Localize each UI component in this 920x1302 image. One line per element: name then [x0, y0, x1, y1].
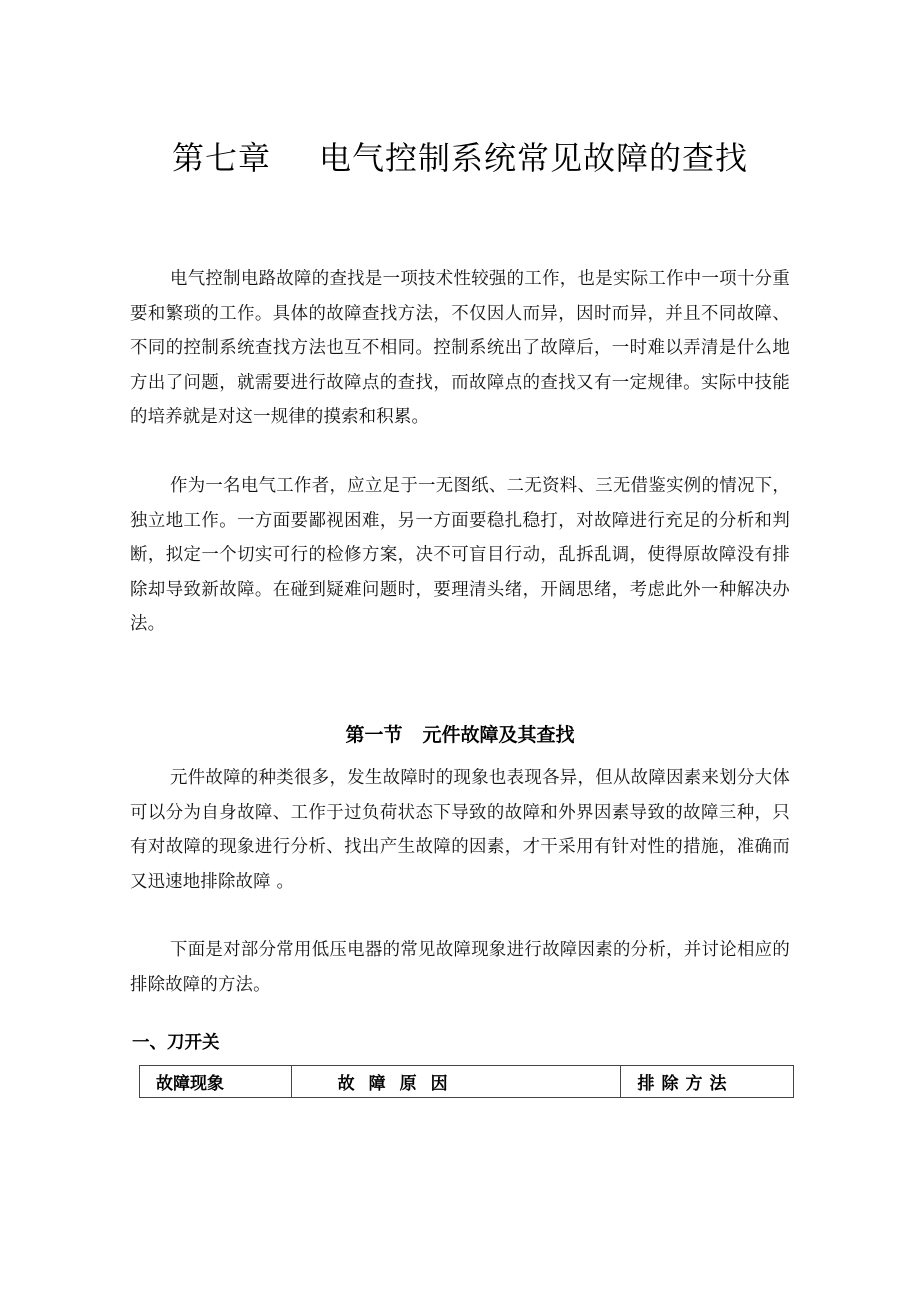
- chapter-number: 第七章: [171, 139, 271, 177]
- chapter-name: 电气控制系统常见故障的查找: [319, 139, 749, 177]
- chapter-title: [0, 134, 920, 182]
- section-number: 第一节: [345, 724, 403, 746]
- header-fault-symptom: 故障现象: [140, 1066, 292, 1098]
- header-remedy: 排除方法: [621, 1066, 794, 1098]
- subsection-heading: 一、刀开关: [132, 1033, 220, 1053]
- fault-table: [139, 1065, 794, 1098]
- intro-paragraph-1: 电气控制电路故障的查找是一项技术性较强的工作，也是实际工作中一项十分重要和繁琐的工作。具体的故障查找方法，不仅因人而异，因时而异，并且不同故障、不同的控制系统查找方法也互不相同。控制系统出了故障后，一时难以弄清是什么地方出了问题，就需要进行故障点的查找，而故障点的查找又有一定规律。实际中技能的培养就是对这一规律的摸索和积累。: [130, 269, 790, 427]
- intro-paragraph-2: 作为一名电气工作者，应立足于一无图纸、二无资料、三无借鉴实例的情况下，独立地工作。一方面要鄙视困难，另一方面要稳扎稳打，对故障进行充足的分析和判断，拟定一个切实可行的检修方案，决不可盲目行动，乱拆乱调，使得原故障没有排除却导致新故障。在碰到疑难问题时，要理清头绪，开阔思绪，考虑此外一种解决办法。: [130, 476, 790, 634]
- section-title: [0, 720, 920, 750]
- header-fault-cause: 故障原因: [291, 1066, 621, 1098]
- table-header-row: [140, 1066, 794, 1098]
- section-paragraph-1: 元件故障的种类很多，发生故障时的现象也表现各异，但从故障因素来划分大体可以分为自身故障、工作于过负荷状态下导致的故障和外界因素导致的故障三种，只有对故障的现象进行分析、找出产生故障的因素，才干采用有针对性的措施，准确而又迅速地排除故障 。: [130, 768, 790, 892]
- section-paragraph-2: 下面是对部分常用低压电器的常见故障现象进行故障因素的分析，并讨论相应的排除故障的方法。: [130, 940, 790, 995]
- section-name: 元件故障及其查找: [422, 724, 575, 746]
